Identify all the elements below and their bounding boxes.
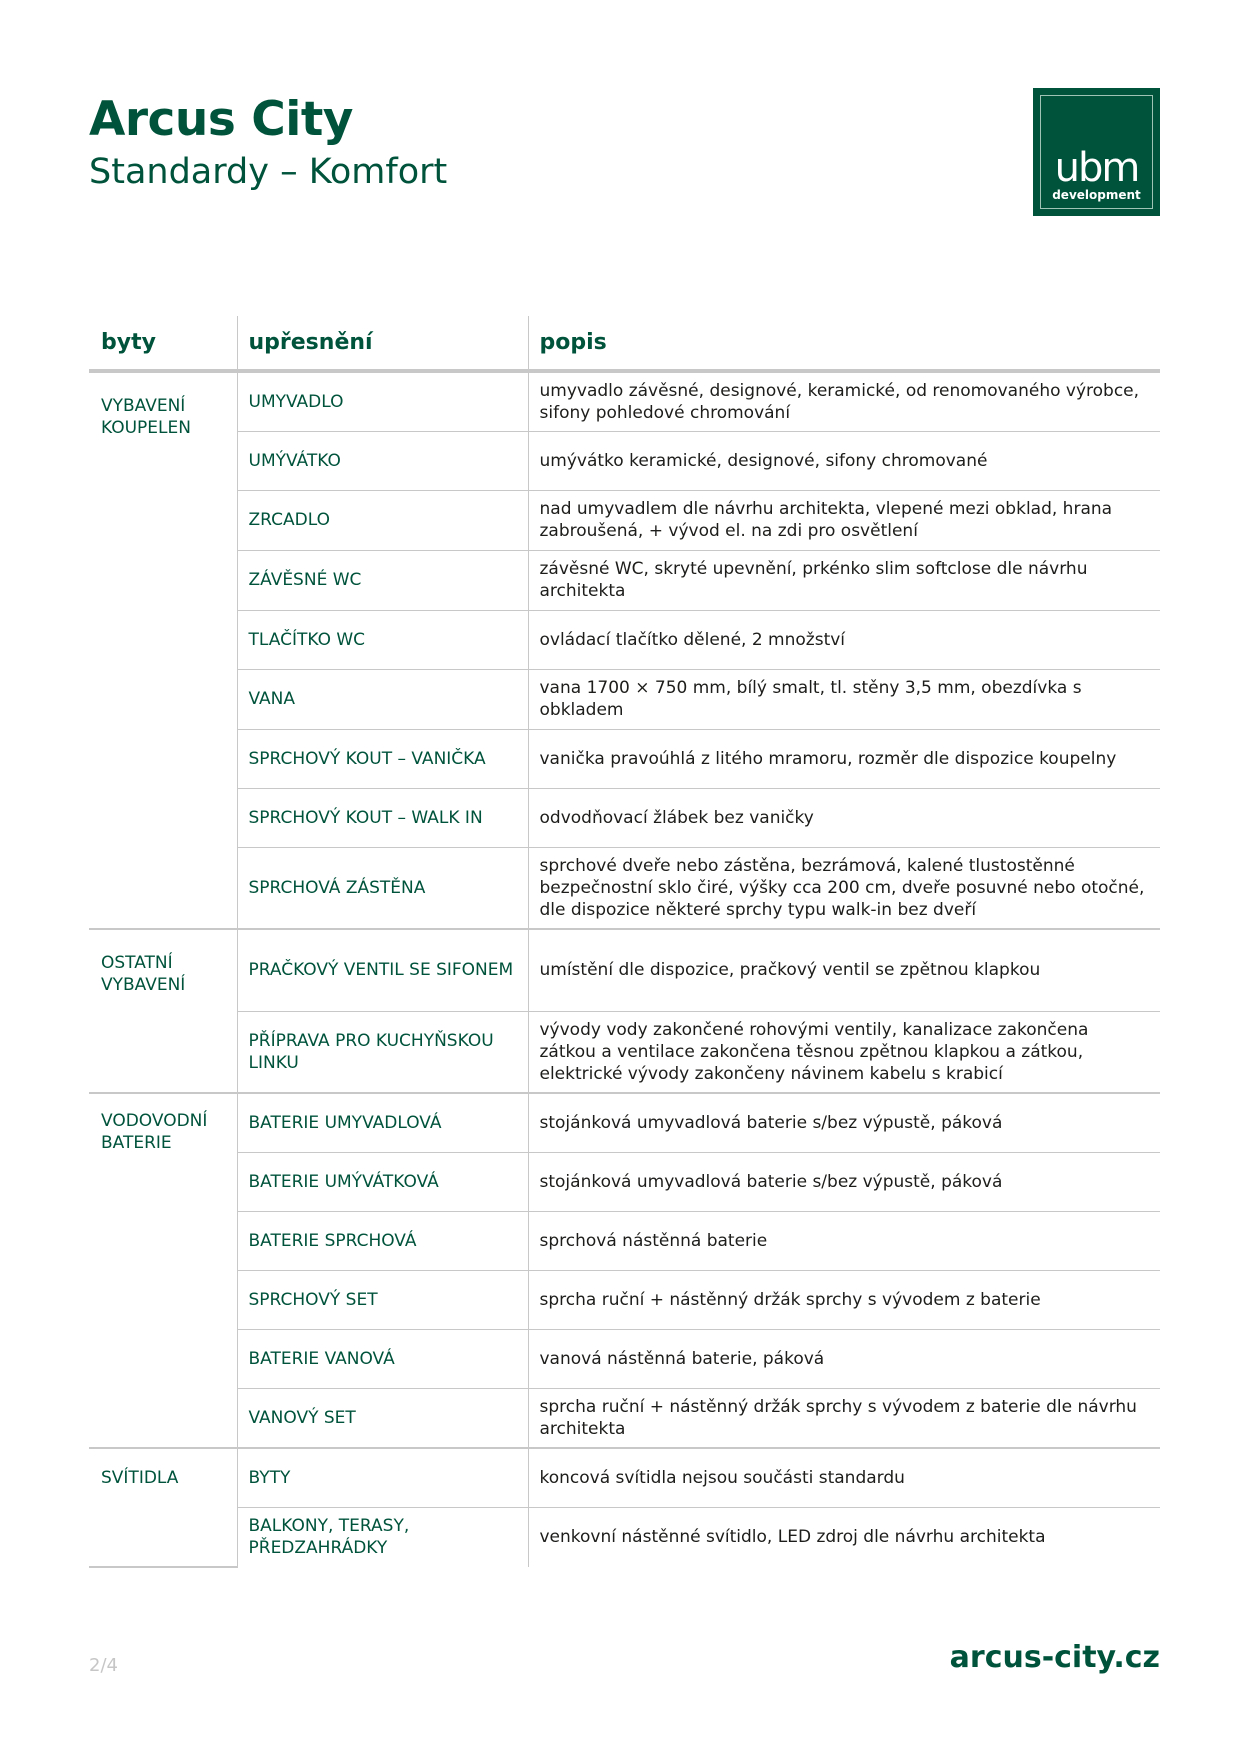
table-row bbox=[89, 788, 1160, 847]
table-row bbox=[89, 490, 1160, 550]
detail-cell: BATERIE VANOVÁ bbox=[237, 1329, 528, 1388]
detail-cell: BATERIE UMÝVÁTKOVÁ bbox=[237, 1152, 528, 1211]
description-cell: umývátko keramické, designové, sifony chromované bbox=[528, 431, 1160, 490]
table-row bbox=[89, 550, 1160, 610]
table-row bbox=[89, 371, 1160, 431]
detail-cell: SPRCHOVÝ KOUT – VANIČKA bbox=[237, 729, 528, 788]
table-row bbox=[89, 1011, 1160, 1093]
table-row bbox=[89, 1270, 1160, 1329]
detail-cell: UMÝVÁTKO bbox=[237, 431, 528, 490]
description-cell: závěsné WC, skryté upevnění, prkénko slim softclose dle návrhu architekta bbox=[528, 550, 1160, 610]
detail-cell: BATERIE SPRCHOVÁ bbox=[237, 1211, 528, 1270]
table-row bbox=[89, 1388, 1160, 1448]
document-subtitle: Standardy – Komfort bbox=[89, 152, 448, 192]
table-row bbox=[89, 669, 1160, 729]
table-row bbox=[89, 1329, 1160, 1388]
description-cell: sprcha ruční + nástěnný držák sprchy s vývodem z baterie bbox=[528, 1270, 1160, 1329]
page-number: 2/4 bbox=[89, 1655, 118, 1676]
document-title: Arcus City bbox=[89, 92, 353, 147]
table-header-row bbox=[89, 316, 1160, 371]
description-cell: vývody vody zakončené rohovými ventily, kanalizace zakončena zátkou a ventilace zakončena těsnou zpětnou klapkou a zátkou, elektrické vývody zakončeny návinem kabelu s krabicí bbox=[528, 1011, 1160, 1093]
table-row bbox=[89, 1152, 1160, 1211]
description-cell: koncová svítidla nejsou součásti standardu bbox=[528, 1448, 1160, 1507]
logo-subtext: development bbox=[1052, 188, 1141, 202]
standards-table bbox=[89, 316, 1160, 1568]
category-cell: SVÍTIDLA bbox=[89, 1448, 237, 1567]
description-cell: vana 1700 × 750 mm, bílý smalt, tl. stěny 3,5 mm, obezdívka s obkladem bbox=[528, 669, 1160, 729]
table-row bbox=[89, 729, 1160, 788]
column-header-description: popis bbox=[528, 316, 1160, 371]
description-cell: venkovní nástěnné svítidlo, LED zdroj dle návrhu architekta bbox=[528, 1507, 1160, 1567]
detail-cell: ZRCADLO bbox=[237, 490, 528, 550]
description-cell: vanová nástěnná baterie, páková bbox=[528, 1329, 1160, 1388]
table-row bbox=[89, 1507, 1160, 1567]
category-cell: OSTATNÍ VYBAVENÍ bbox=[89, 929, 237, 1093]
table-row bbox=[89, 929, 1160, 1011]
table-row bbox=[89, 1211, 1160, 1270]
description-cell: stojánková umyvadlová baterie s/bez výpustě, páková bbox=[528, 1152, 1160, 1211]
logo-mark: ubm bbox=[1054, 145, 1139, 191]
description-cell: vanička pravoúhlá z litého mramoru, rozměr dle dispozice koupelny bbox=[528, 729, 1160, 788]
ubm-development-logo bbox=[1033, 88, 1160, 216]
column-header-detail: upřesnění bbox=[237, 316, 528, 371]
category-cell: VODOVODNÍ BATERIE bbox=[89, 1093, 237, 1448]
detail-cell: TLAČÍTKO WC bbox=[237, 610, 528, 669]
detail-cell: SPRCHOVÝ KOUT – WALK IN bbox=[237, 788, 528, 847]
table-row bbox=[89, 610, 1160, 669]
detail-cell: SPRCHOVÁ ZÁSTĚNA bbox=[237, 847, 528, 929]
detail-cell: PŘÍPRAVA PRO KUCHYŇSKOU LINKU bbox=[237, 1011, 528, 1093]
detail-cell: PRAČKOVÝ VENTIL SE SIFONEM bbox=[237, 929, 528, 1011]
detail-cell: SPRCHOVÝ SET bbox=[237, 1270, 528, 1329]
detail-cell: VANA bbox=[237, 669, 528, 729]
table-row bbox=[89, 431, 1160, 490]
column-header-category: byty bbox=[89, 316, 237, 371]
description-cell: sprchové dveře nebo zástěna, bezrámová, kalené tlustostěnné bezpečnostní sklo čiré, výšky cca 200 cm, dveře posuvné nebo otočné, dle dispozice některé sprchy typu walk-in bez dveří bbox=[528, 847, 1160, 929]
table-row bbox=[89, 847, 1160, 929]
description-cell: stojánková umyvadlová baterie s/bez výpustě, páková bbox=[528, 1093, 1160, 1152]
detail-cell: ZÁVĚSNÉ WC bbox=[237, 550, 528, 610]
description-cell: odvodňovací žlábek bez vaničky bbox=[528, 788, 1160, 847]
website-link[interactable]: arcus-city.cz bbox=[949, 1640, 1160, 1675]
description-cell: sprcha ruční + nástěnný držák sprchy s vývodem z baterie dle návrhu architekta bbox=[528, 1388, 1160, 1448]
description-cell: ovládací tlačítko dělené, 2 množství bbox=[528, 610, 1160, 669]
table-row bbox=[89, 1093, 1160, 1152]
description-cell: sprchová nástěnná baterie bbox=[528, 1211, 1160, 1270]
description-cell: umyvadlo závěsné, designové, keramické, od renomovaného výrobce, sifony pohledové chromování bbox=[528, 371, 1160, 431]
detail-cell: BALKONY, TERASY, PŘEDZAHRÁDKY bbox=[237, 1507, 528, 1567]
detail-cell: BATERIE UMYVADLOVÁ bbox=[237, 1093, 528, 1152]
description-cell: umístění dle dispozice, pračkový ventil se zpětnou klapkou bbox=[528, 929, 1160, 1011]
table-row bbox=[89, 1448, 1160, 1507]
detail-cell: BYTY bbox=[237, 1448, 528, 1507]
detail-cell: UMYVADLO bbox=[237, 371, 528, 431]
detail-cell: VANOVÝ SET bbox=[237, 1388, 528, 1448]
category-cell: VYBAVENÍ KOUPELEN bbox=[89, 371, 237, 929]
description-cell: nad umyvadlem dle návrhu architekta, vlepené mezi obklad, hrana zabroušená, + vývod el. na zdi pro osvětlení bbox=[528, 490, 1160, 550]
